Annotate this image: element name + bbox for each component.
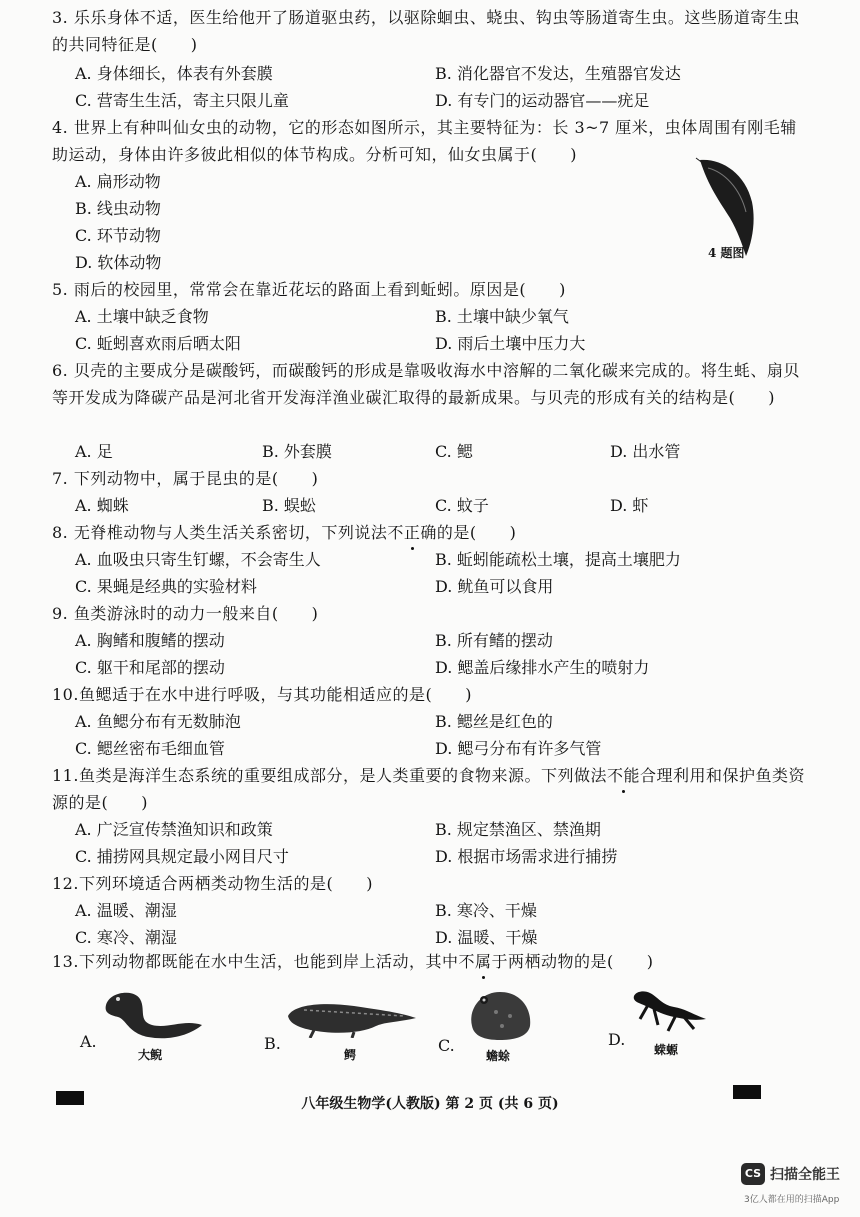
q7-option-b: B. 蜈蚣 bbox=[262, 496, 316, 515]
q13-option-a-label: A. bbox=[80, 1032, 97, 1051]
emphasis-not-belong: 不属于 bbox=[458, 948, 508, 975]
q13-name-a: 大鲵 bbox=[138, 1048, 163, 1062]
question-13-stem: 13.下列动物都既能在水中生活，也能到岸上活动，其中不属于两栖动物的是( ) bbox=[52, 948, 812, 975]
q10-option-a: A. 鱼鳃分布有无数肺泡 bbox=[75, 712, 241, 731]
q9-option-a: A. 胸鳍和腹鳍的摆动 bbox=[75, 631, 225, 650]
question-12-stem: 12.下列环境适合两栖类动物生活的是( ) bbox=[52, 874, 373, 893]
camscanner-name: 扫描全能王 bbox=[770, 1167, 840, 1183]
q5-option-c: C. 蚯蚓喜欢雨后晒太阳 bbox=[75, 334, 241, 353]
q7-option-d: D. 虾 bbox=[610, 496, 649, 515]
q8-option-a: A. 血吸虫只寄生钉螺，不会寄生人 bbox=[75, 550, 321, 569]
q6-option-c: C. 鳃 bbox=[435, 442, 473, 461]
q6-option-a: A. 足 bbox=[75, 442, 113, 461]
question-10-stem: 10.鱼鳃适于在水中进行呼吸，与其功能相适应的是( ) bbox=[52, 685, 472, 704]
q12-option-c: C. 寒冷、潮湿 bbox=[75, 928, 177, 947]
q11-option-c: C. 捕捞网具规定最小网目尺寸 bbox=[75, 847, 289, 866]
question-3-stem: 3. 乐乐身体不适，医生给他开了肠道驱虫药，以驱除蛔虫、蛲虫、钩虫等肠道寄生虫。这些肠道寄生虫的共同特征是( ) bbox=[52, 8, 800, 54]
q4-option-c: C. 环节动物 bbox=[75, 226, 161, 245]
q6-option-d: D. 出水管 bbox=[610, 442, 681, 461]
question-5-stem: 5. 雨后的校园里，常常会在靠近花坛的路面上看到蚯蚓。原因是( ) bbox=[52, 280, 566, 299]
q11-option-b: B. 规定禁渔区、禁渔期 bbox=[435, 820, 601, 839]
newt-image bbox=[628, 985, 712, 1041]
question-9-stem: 9. 鱼类游泳时的动力一般来自( ) bbox=[52, 604, 319, 623]
q13-option-b-label: B. bbox=[264, 1034, 281, 1053]
q13-name-c: 蟾蜍 bbox=[486, 1049, 511, 1063]
q7-option-a: A. 蜘蛛 bbox=[75, 496, 129, 515]
q3-option-b: B. 消化器官不发达，生殖器官发达 bbox=[435, 64, 681, 83]
page-footer: 八年级生物学(人教版) 第 2 页 (共 6 页) bbox=[301, 1096, 559, 1112]
q5-option-d: D. 雨后土壤中压力大 bbox=[435, 334, 586, 353]
q5-option-b: B. 土壤中缺少氧气 bbox=[435, 307, 569, 326]
q12-option-b: B. 寒冷、干燥 bbox=[435, 901, 537, 920]
q9-option-c: C. 躯干和尾部的摆动 bbox=[75, 658, 225, 677]
q8-option-b: B. 蚯蚓能疏松土壤，提高土壤肥力 bbox=[435, 550, 681, 569]
q10-option-c: C. 鳃丝密布毛细血管 bbox=[75, 739, 225, 758]
figure-4-caption: 4 题图 bbox=[708, 246, 745, 260]
q13-option-c-label: C. bbox=[438, 1036, 455, 1055]
q8-option-d: D. 鱿鱼可以食用 bbox=[435, 577, 554, 596]
camscanner-tagline: 3亿人都在用的扫描App bbox=[744, 1195, 840, 1205]
q8-option-c: C. 果蝇是经典的实验材料 bbox=[75, 577, 257, 596]
question-11-stem: 11.鱼类是海洋生态系统的重要组成部分，是人类重要的食物来源。下列做法不能合理利用和保护鱼类资源的是( ) bbox=[52, 762, 812, 816]
toad-image bbox=[462, 986, 538, 1042]
q12-option-d: D. 温暖、干燥 bbox=[435, 928, 538, 947]
q11-option-d: D. 根据市场需求进行捕捞 bbox=[435, 847, 618, 866]
q9-option-b: B. 所有鳍的摆动 bbox=[435, 631, 553, 650]
camscanner-logo: CS bbox=[741, 1163, 765, 1185]
emphasis-cannot: 不能 bbox=[607, 762, 640, 789]
q3-option-d: D. 有专门的运动器官——疣足 bbox=[435, 91, 650, 110]
q4-option-b: B. 线虫动物 bbox=[75, 199, 161, 218]
question-6-stem: 6. 贝壳的主要成分是碳酸钙，而碳酸钙的形成是靠吸收海水中溶解的二氧化碳来完成的。将生蚝、扇贝等开发成为降碳产品是河北省开发海洋渔业碳汇取得的最新成果。与贝壳的形成有关的结构是( ) bbox=[52, 361, 800, 407]
q4-option-d: D. 软体动物 bbox=[75, 253, 162, 272]
q10-option-d: D. 鳃弓分布有许多气管 bbox=[435, 739, 602, 758]
q11-option-a: A. 广泛宣传禁渔知识和政策 bbox=[75, 820, 273, 839]
crocodile-image bbox=[284, 992, 418, 1038]
q5-option-a: A. 土壤中缺乏食物 bbox=[75, 307, 209, 326]
q12-option-a: A. 温暖、潮湿 bbox=[75, 901, 177, 920]
q6-option-b: B. 外套膜 bbox=[262, 442, 332, 461]
q13-name-d: 蝾螈 bbox=[654, 1043, 679, 1057]
q9-option-d: D. 鳃盖后缘排水产生的喷射力 bbox=[435, 658, 650, 677]
q13-name-b: 鳄 bbox=[344, 1048, 357, 1062]
q10-option-b: B. 鳃丝是红色的 bbox=[435, 712, 553, 731]
q3-option-a: A. 身体细长，体表有外套膜 bbox=[75, 64, 273, 83]
question-4-stem: 4. 世界上有种叫仙女虫的动物，它的形态如图所示，其主要特征为：长 3~7 厘米，虫体周围有刚毛辅助运动，身体由许多彼此相似的体节构成。分析可知，仙女虫属于( ) bbox=[52, 118, 797, 164]
q7-option-c: C. 蚊子 bbox=[435, 496, 489, 515]
q4-option-a: A. 扁形动物 bbox=[75, 172, 161, 191]
question-8-stem: 8. 无脊椎动物与人类生活关系密切，下列说法不正确的是( ) bbox=[52, 519, 812, 546]
giant-salamander-image bbox=[98, 985, 208, 1045]
q13-option-d-label: D. bbox=[608, 1030, 626, 1049]
q3-option-c: C. 营寄生生活，寄主只限儿童 bbox=[75, 91, 289, 110]
question-7-stem: 7. 下列动物中，属于昆虫的是( ) bbox=[52, 469, 319, 488]
emphasis-not-correct: 不正确 bbox=[387, 519, 437, 546]
